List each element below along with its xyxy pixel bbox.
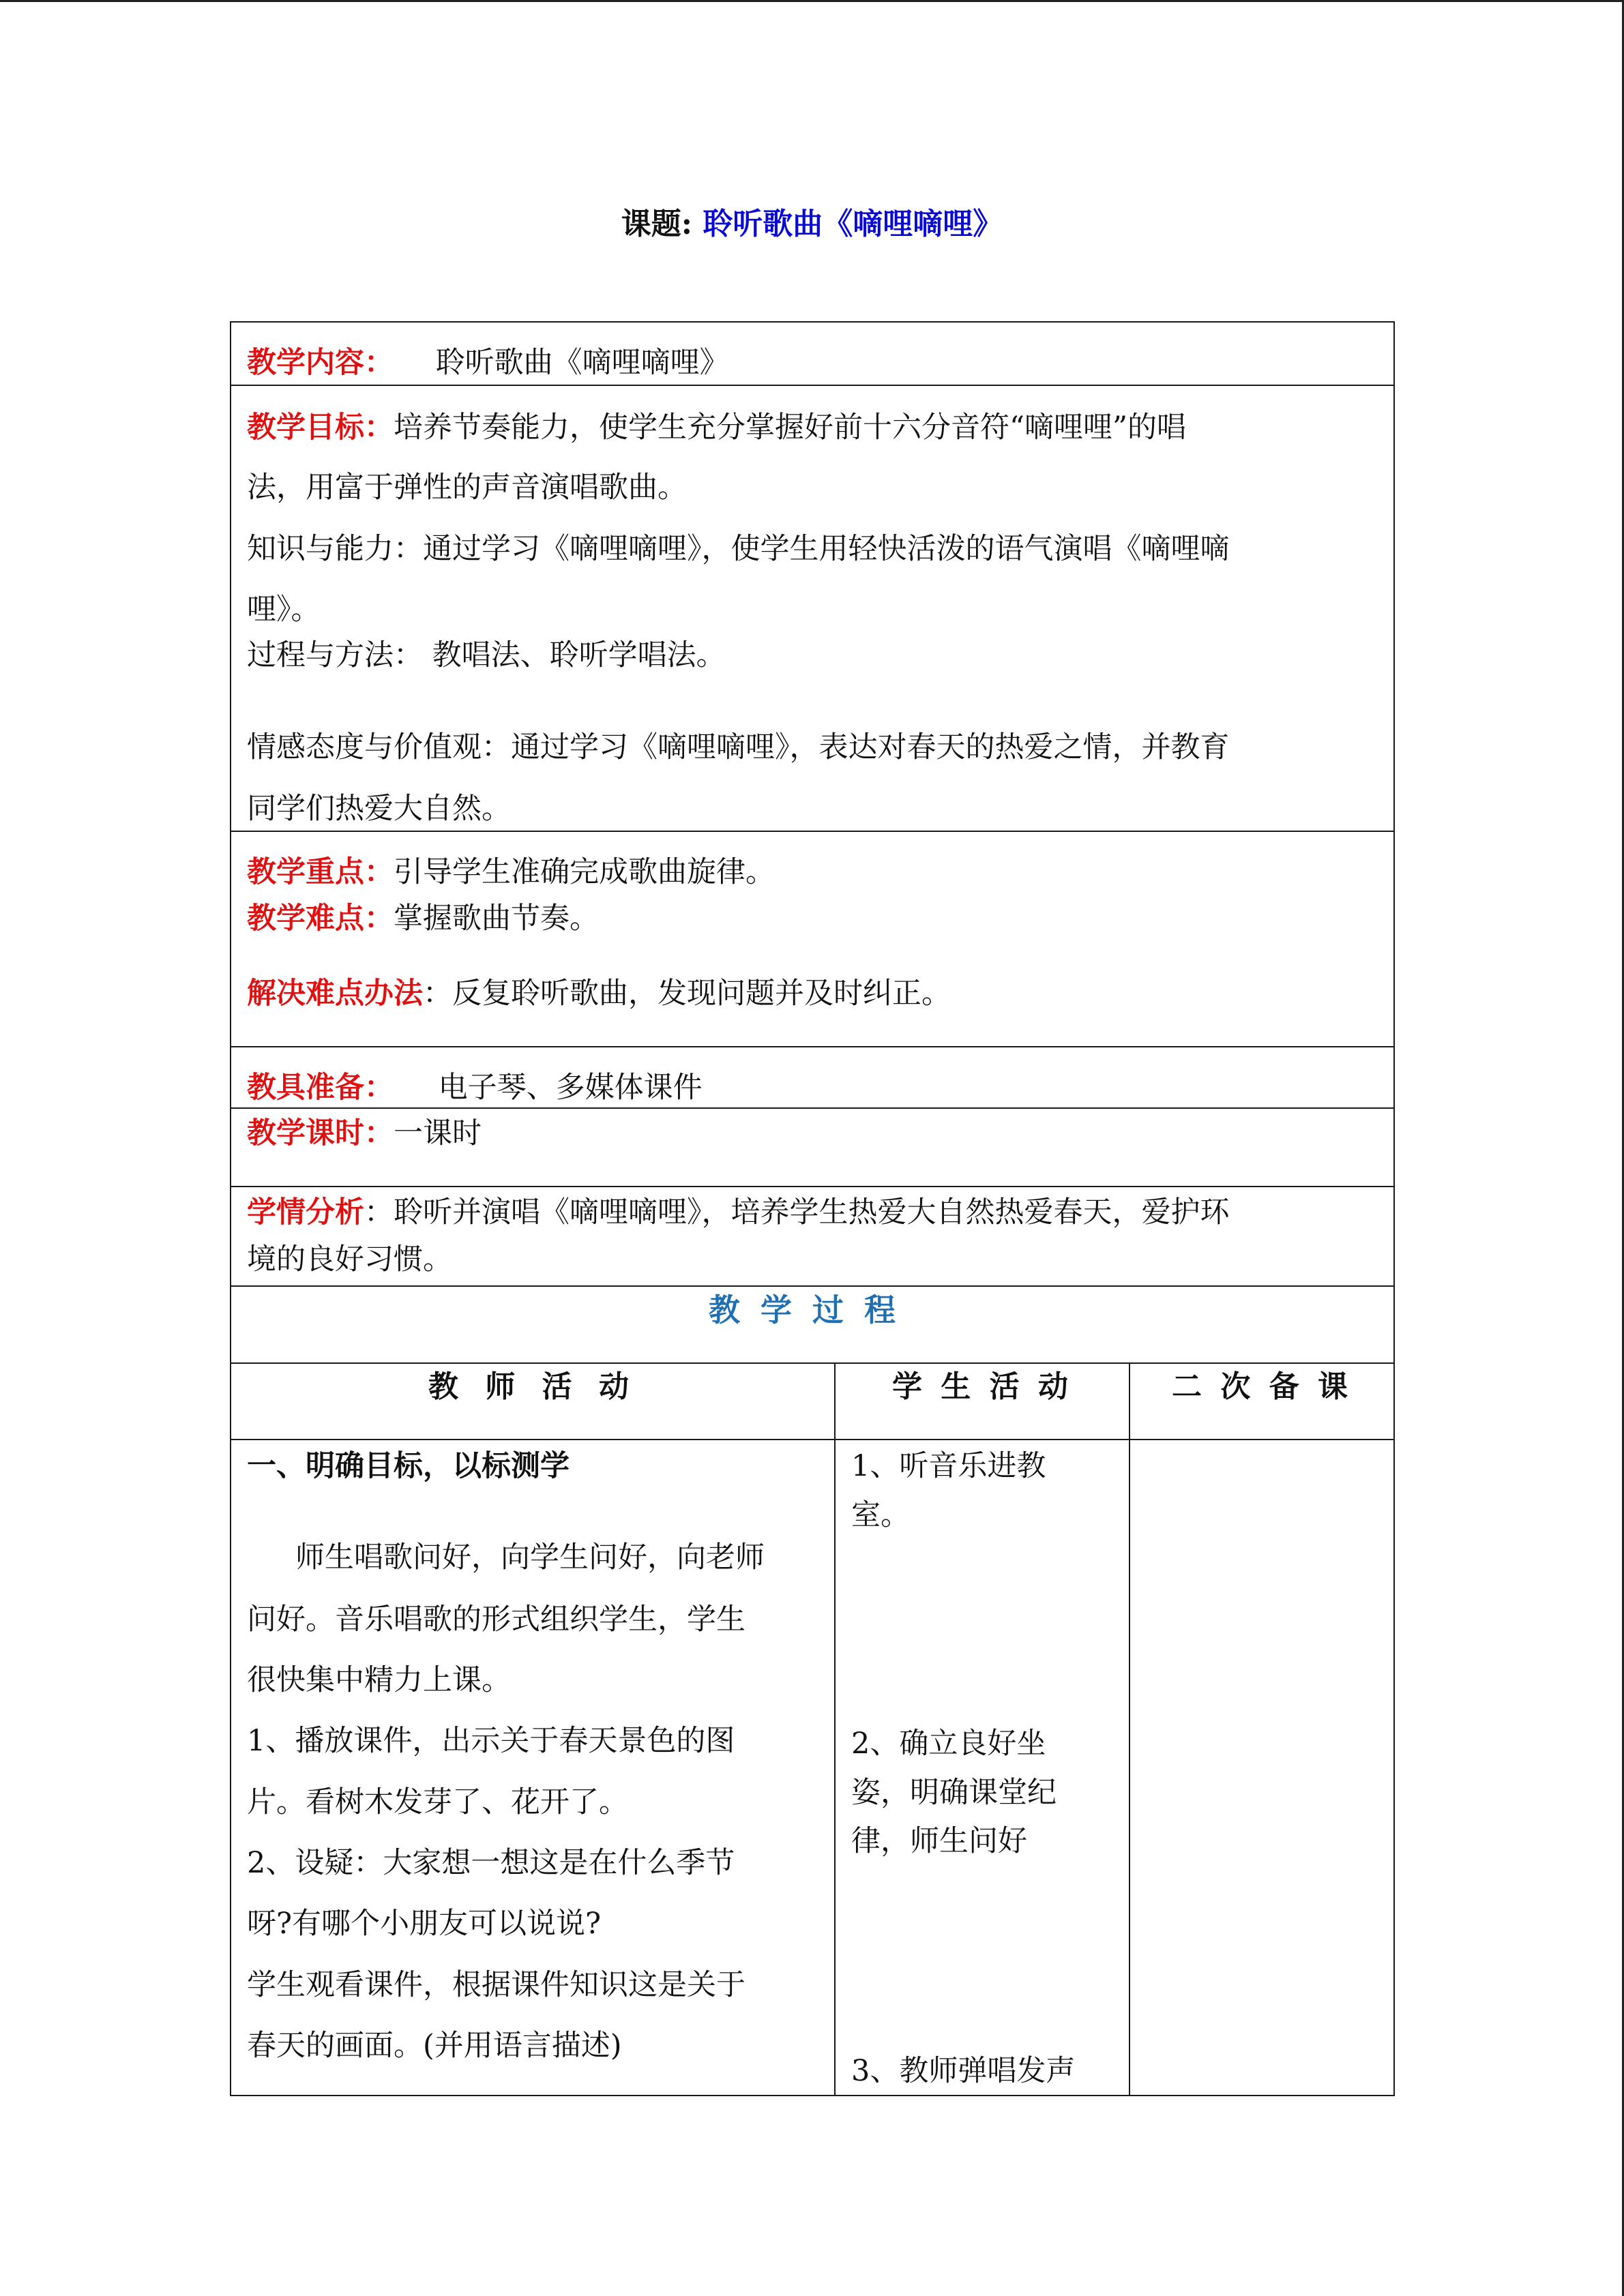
student-line: 1、听音乐进教 <box>851 1449 1046 1483</box>
page-title <box>0 199 1624 243</box>
student-line: 3、教师弹唱发声 <box>851 2054 1076 2088</box>
student-column-header: 学 生 活 动 <box>892 1369 1072 1404</box>
difficulty-value: 掌握歌曲节奏。 <box>394 901 599 936</box>
teacher-line: 问好。音乐唱歌的形式组织学生，学生 <box>247 1602 745 1637</box>
row-border <box>230 321 1395 323</box>
prep-column-header: 二 次 备 课 <box>1172 1369 1352 1404</box>
student-line: 2、确立良好坐 <box>851 1727 1046 1761</box>
hours-label: 教学课时： <box>247 1116 394 1150</box>
teacher-line: 学生观看课件，根据课件知识这是关于 <box>247 1968 745 2002</box>
solution-line <box>247 976 951 1011</box>
solution-label: 解决难点办法 <box>247 976 423 1011</box>
row-border <box>230 2095 1395 2096</box>
teacher-line: 很快集中精力上课。 <box>247 1663 511 1697</box>
row-border <box>230 831 1395 832</box>
tools-value: 电子琴、多媒体课件 <box>438 1071 703 1105</box>
emotion-line1: 情感态度与价值观：通过学习《嘀哩嘀哩》，表达对春天的热爱之情，并教育 <box>247 730 1230 764</box>
tools-row <box>247 1073 703 1103</box>
row-border <box>230 385 1395 386</box>
row-border <box>230 1439 1395 1440</box>
col-border <box>1129 1362 1130 2096</box>
difficulty-label: 教学难点： <box>247 901 394 936</box>
student-line: 姿，明确课堂纪 <box>851 1776 1057 1810</box>
col-border <box>230 321 231 2096</box>
hours-value: 一课时 <box>394 1116 482 1150</box>
teacher-line: 春天的画面。(并用语言描述) <box>247 2029 622 2063</box>
student-line: 律，师生问好 <box>851 1824 1027 1858</box>
solution-value: ：反复聆听歌曲，发现问题并及时纠正。 <box>423 976 951 1011</box>
focus-value: 引导学生准确完成歌曲旋律。 <box>394 855 775 889</box>
content-value: 聆听歌曲《嘀哩嘀哩》 <box>435 346 729 380</box>
teacher-line: 1、播放课件，出示关于春天景色的图 <box>247 1724 735 1758</box>
row-border <box>230 1285 1395 1287</box>
process-heading: 教学过程 <box>709 1292 916 1328</box>
col-border <box>1393 321 1395 2096</box>
teacher-line: 2、设疑：大家想一想这是在什么季节 <box>247 1846 735 1880</box>
focus-label: 教学重点： <box>247 855 394 889</box>
process-method: 过程与方法： 教唱法、聆听学唱法。 <box>247 638 726 672</box>
page-top-border <box>0 0 1624 2</box>
col-border <box>834 1362 836 2096</box>
teacher-line: 片。看树木发芽了、花开了。 <box>247 1785 628 1819</box>
analysis-label: 学情分析 <box>247 1195 364 1229</box>
teacher-line: 呀?有哪个小朋友可以说说? <box>247 1907 602 1941</box>
emotion-line2: 同学们热爱大自然。 <box>247 792 511 826</box>
knowledge-line1: 知识与能力：通过学习《嘀哩嘀哩》，使学生用轻快活泼的语气演唱《嘀哩嘀 <box>247 532 1230 566</box>
analysis-line1: 学情分析：聆听并演唱《嘀哩嘀哩》，培养学生热爱大自然热爱春天，爱护环 <box>247 1195 1230 1229</box>
hours-row <box>247 1116 482 1150</box>
objectives-label: 教学目标： <box>247 411 394 445</box>
row-border <box>230 1046 1395 1047</box>
teacher-heading: 一、明确目标，以标测学 <box>247 1449 570 1483</box>
student-line: 室。 <box>851 1498 910 1532</box>
focus-line <box>247 855 775 889</box>
knowledge-line2: 哩》。 <box>247 593 321 627</box>
teacher-line: 师生唱歌问好，向学生问好，向老师 <box>295 1540 765 1575</box>
content-row <box>247 348 729 378</box>
difficulty-line <box>247 901 599 936</box>
row-border <box>230 1107 1395 1109</box>
row-border <box>230 1186 1395 1187</box>
teacher-column-header: 教 师 活 动 <box>428 1369 637 1404</box>
title-value: 聆听歌曲《嘀哩嘀哩》 <box>703 207 1003 241</box>
row-border <box>230 1362 1395 1364</box>
objectives-line1: 教学目标：培养节奏能力，使学生充分掌握好前十六分音符“嘀哩哩”的唱 <box>247 411 1186 445</box>
analysis-line2: 境的良好习惯。 <box>247 1242 452 1277</box>
objectives-line2: 法，用富于弹性的声音演唱歌曲。 <box>247 471 687 505</box>
content-label: 教学内容： <box>247 346 394 380</box>
title-label: 课题: <box>621 207 692 241</box>
tools-label: 教具准备： <box>247 1071 394 1105</box>
